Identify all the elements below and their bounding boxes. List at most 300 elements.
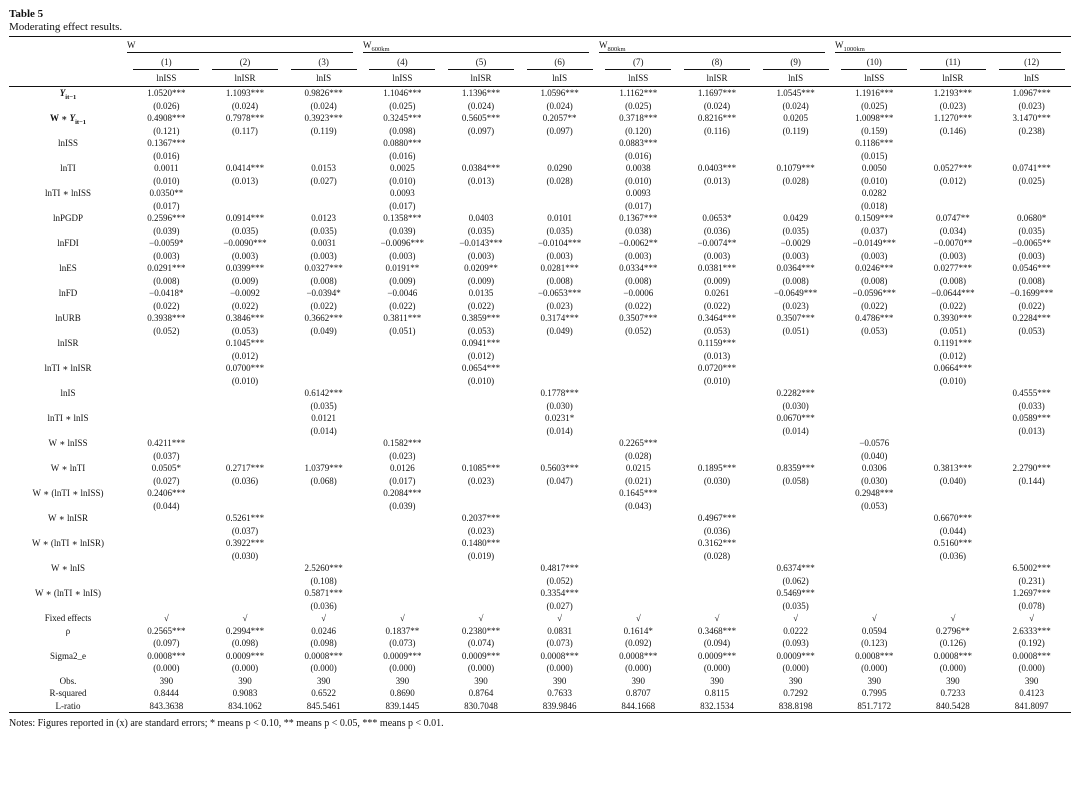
standard-error-cell [520,500,599,513]
table-cell: 844.1668 [599,700,678,713]
standard-error-cell [127,575,206,588]
table-cell: 1.1162*** [619,88,658,98]
standard-error-cell: (0.126) [939,638,967,648]
table-cell: √ [242,613,248,623]
table-cell: 0.0231* [545,413,575,423]
standard-error-cell [520,200,599,213]
group-label-subscript: 600km [371,46,390,54]
standard-error-cell [284,375,363,388]
standard-error-cell: (0.023) [467,475,495,486]
standard-error-cell: (0.003) [467,250,495,261]
table-cell: 0.0050 [861,163,887,173]
standard-error-cell: (0.024) [546,100,573,111]
table-row [9,262,1071,275]
table-cell [678,587,757,600]
table-cell: 1.1697*** [697,88,737,98]
group-label: W [834,40,844,51]
table-cell [363,562,442,575]
table-cell: 0.2265*** [619,438,658,448]
standard-error-cell: (0.053) [703,325,731,336]
dependent-variable: lnISS [599,70,678,87]
table-cell: 0.0031 [311,238,337,248]
table-cell: 390 [631,675,646,686]
standard-error-cell: (0.040) [939,475,967,486]
standard-error-cell [206,150,285,163]
standard-error-cell [520,150,599,163]
table-body [9,37,1071,713]
standard-error-cell [363,425,442,438]
standard-error-cell: (0.068) [310,475,337,486]
table-cell [599,412,678,425]
table-cell [914,562,993,575]
standard-error-cell [992,200,1071,213]
standard-error-row [9,325,1071,338]
standard-error-cell [599,575,678,588]
standard-error-cell: (0.030) [861,475,888,486]
table-cell: 0.3354*** [540,588,579,598]
standard-error-cell [756,200,835,213]
standard-error-cell [520,450,599,463]
table-cell: 0.3507*** [619,313,658,323]
dependent-variable: lnIS [284,70,363,87]
column-number: (11) [914,53,993,70]
row-label: W ∗ (lnTI ∗ lnISR) [31,538,105,548]
table-cell: 0.0741*** [1012,163,1051,173]
standard-error-cell [520,375,599,388]
column-number: (2) [206,53,285,70]
table-cell: 0.0008*** [540,650,579,661]
table-row [9,587,1071,600]
table-row [9,625,1071,638]
table-cell: 0.9083 [232,688,258,698]
table-cell [678,437,757,450]
table-cell [835,337,914,350]
table-row [9,337,1071,350]
standard-error-cell [835,350,914,363]
table-cell: 2.6333*** [1012,625,1051,636]
standard-error-cell: (0.035) [231,225,259,236]
table-cell: 1.0545*** [776,88,815,98]
table-row [9,612,1071,625]
table-cell: 3.1470*** [1012,113,1051,123]
table-cell: 390 [552,675,567,686]
standard-error-row [9,300,1071,313]
standard-error-cell: (0.108) [310,575,337,586]
standard-error-cell: (0.008) [153,275,180,286]
standard-error-cell: (0.023) [467,525,495,536]
table-cell: √ [871,613,877,623]
table-cell: 0.0009*** [697,650,737,661]
standard-error-cell: (0.012) [939,175,967,186]
table-cell: 0.0008*** [855,650,894,661]
standard-error-row [9,375,1071,388]
standard-error-cell: (0.030) [231,550,259,561]
table-cell: 0.0700*** [225,363,265,373]
standard-error-cell: (0.036) [231,475,259,486]
standard-error-cell: (0.051) [389,325,416,336]
standard-error-cell: (0.058) [782,475,809,486]
standard-error-cell [992,450,1071,463]
row-label: lnURB [55,313,81,323]
table-title: Table 5 [9,8,44,20]
standard-error-cell: (0.036) [939,550,967,561]
standard-error-cell [206,575,285,588]
table-row [9,387,1071,400]
table-cell: 0.3811*** [383,313,422,323]
standard-error-cell [127,600,206,613]
table-row [9,312,1071,325]
table-cell: −0.0644*** [931,288,975,298]
table-cell [442,437,521,450]
table-cell: 1.2697*** [1012,588,1051,598]
standard-error-cell: (0.024) [782,100,809,111]
standard-error-cell: (0.038) [625,225,652,236]
standard-error-cell: (0.000) [546,663,573,673]
standard-error-cell: (0.010) [625,175,652,186]
table-cell [127,337,206,350]
standard-error-cell: (0.097) [153,638,180,648]
standard-error-cell [914,200,993,213]
table-cell: −0.0649*** [773,288,818,298]
standard-error-cell: (0.035) [310,225,337,236]
standard-error-cell: (0.017) [153,200,180,211]
table-cell: −0.0059* [149,238,184,248]
table-cell: 0.0429 [783,213,808,223]
table-cell: 0.1509*** [855,213,894,223]
table-cell: 0.0546*** [1012,263,1051,273]
standard-error-cell [363,350,442,363]
table-cell: 0.0009*** [225,650,265,661]
table-cell [599,537,678,550]
row-label: W ∗ lnISS [48,438,88,448]
standard-error-cell [756,150,835,163]
standard-error-cell [206,400,285,413]
table-cell: 0.0720*** [697,363,737,373]
table-cell: 841.8097 [992,700,1071,713]
table-cell: 0.2717*** [225,463,265,473]
table-cell [992,537,1071,550]
standard-error-cell: (0.023) [1018,100,1045,111]
table-cell: 0.3930*** [933,313,973,323]
table-cell [835,587,914,600]
table-cell: 390 [1024,675,1039,686]
table-cell: 390 [395,675,410,686]
table-cell: 0.4123 [1019,688,1044,698]
standard-error-cell [914,400,993,413]
row-label: lnISS [57,138,78,148]
standard-error-cell [599,350,678,363]
standard-error-cell: (0.027) [153,475,180,486]
table-cell: 0.0222 [783,625,808,636]
standard-error-cell: (0.123) [861,638,888,648]
row-label: lnIS [60,388,76,398]
table-cell: 0.3922*** [225,538,265,548]
table-cell: 1.0379*** [304,463,343,473]
standard-error-cell [206,600,285,613]
standard-error-cell: (0.047) [546,475,573,486]
standard-error-cell: (0.000) [467,663,495,673]
table-cell: √ [950,613,956,623]
table-cell: 390 [710,675,724,686]
standard-error-cell: (0.009) [703,275,731,286]
table-cell [678,487,757,500]
standard-error-cell: (0.017) [389,475,416,486]
group-header-row [9,37,1071,54]
standard-error-cell: (0.037) [231,525,259,536]
table-cell: 0.8764 [468,688,494,698]
standard-error-cell [127,425,206,438]
standard-error-cell: (0.051) [782,325,809,336]
standard-error-cell [284,450,363,463]
standard-error-cell: (0.146) [939,125,967,136]
standard-error-cell [599,525,678,538]
standard-error-row [9,200,1071,213]
standard-error-row [9,400,1071,413]
table-cell [599,337,678,350]
row-label: R-squared [49,688,87,698]
standard-error-cell: (0.022) [310,300,337,311]
standard-error-cell [284,525,363,538]
table-row [9,462,1071,475]
table-cell [835,387,914,400]
standard-error-cell: (0.238) [1018,125,1045,136]
table-cell: 0.0215 [625,463,651,473]
table-cell: 0.1645*** [619,488,658,498]
table-cell: 0.3507*** [776,313,815,323]
standard-error-cell: (0.008) [939,275,967,286]
row-label: lnTI ∗ lnIS [47,413,89,423]
standard-error-cell [442,200,521,213]
table-cell: 1.1093*** [225,88,265,98]
table-cell [442,487,521,500]
table-cell: 0.0261 [704,288,730,298]
table-cell [284,137,363,150]
table-cell: 0.0505* [151,463,181,473]
standard-error-cell: (0.023) [782,300,809,311]
standard-error-cell: (0.192) [1018,638,1045,648]
standard-error-cell: (0.035) [782,225,809,236]
dependent-variable: lnISS [363,70,442,87]
table-cell [520,187,599,200]
standard-error-row [9,125,1071,138]
table-row [9,562,1071,575]
table-cell: 0.5469*** [776,588,815,598]
row-label: W ∗ lnTI [50,463,86,473]
row-label: W ∗ lnIS [51,563,85,573]
standard-error-cell: (0.053) [467,325,495,336]
standard-error-cell: (0.121) [153,125,180,136]
standard-error-cell [442,600,521,613]
table-cell: 830.7048 [442,700,521,713]
standard-error-cell [127,375,206,388]
standard-error-cell [914,150,993,163]
standard-error-cell [835,550,914,563]
standard-error-cell: (0.008) [861,275,888,286]
table-cell: 0.0246 [311,625,337,636]
standard-error-cell: (0.003) [310,250,337,261]
standard-error-cell: (0.000) [310,663,337,673]
table-cell: 0.3859*** [461,313,501,323]
table-cell [284,437,363,450]
table-cell: √ [1029,613,1035,623]
row-label: lnTI [60,163,76,173]
standard-error-cell: (0.036) [703,225,731,236]
group-header [363,37,599,54]
column-number-row [9,53,1071,70]
table-cell [756,362,835,375]
table-cell [992,187,1071,200]
table-cell: 0.3813*** [933,463,973,473]
column-number: (4) [363,53,442,70]
standard-error-cell [914,425,993,438]
standard-error-cell: (0.053) [861,500,888,511]
standard-error-cell [127,525,206,538]
standard-error-cell: (0.097) [467,125,495,136]
standard-error-cell [835,575,914,588]
standard-error-cell: (0.003) [546,250,573,261]
standard-error-cell: (0.017) [625,200,652,211]
row-label: W ∗ (lnTI ∗ lnIS) [34,588,102,598]
standard-error-cell: (0.013) [703,350,731,361]
table-cell: 0.0011 [154,163,179,173]
table-cell: 1.0596*** [540,88,579,98]
standard-error-row [9,500,1071,513]
standard-error-cell [363,400,442,413]
standard-error-cell: (0.030) [546,400,573,411]
table-cell: 0.0653* [702,213,732,223]
standard-error-cell [992,150,1071,163]
standard-error-row [9,100,1071,113]
table-cell: 0.1895*** [697,463,737,473]
standard-error-cell: (0.013) [467,175,495,186]
dependent-variable: lnIS [520,70,599,87]
standard-error-row [9,275,1071,288]
table-cell: 0.0883*** [619,138,658,148]
table-cell [992,487,1071,500]
standard-error-cell: (0.024) [231,100,259,111]
standard-error-cell [678,150,757,163]
table-cell: 0.0680* [1017,213,1047,223]
table-cell: 0.0747** [936,213,970,223]
standard-error-cell: (0.093) [782,638,809,648]
standard-error-cell: (0.097) [546,125,573,136]
table-cell [599,587,678,600]
table-cell: 0.0123 [311,213,337,223]
table-cell: 0.1367*** [619,213,658,223]
standard-error-cell: (0.026) [153,100,180,111]
table-row [9,287,1071,300]
standard-error-cell: (0.039) [389,500,416,511]
table-cell: 0.3846*** [225,313,265,323]
standard-error-cell: (0.016) [625,150,652,161]
row-label: lnPGDP [52,213,83,223]
table-cell [363,412,442,425]
table-cell [363,537,442,550]
standard-error-cell: (0.013) [231,175,259,186]
table-cell: 0.0205 [783,113,808,123]
table-cell: 0.3464*** [697,313,737,323]
standard-error-cell [756,375,835,388]
group-label-subscript: 1000km [843,46,865,54]
standard-error-cell [284,550,363,563]
table-cell: √ [163,613,169,623]
standard-error-cell: (0.024) [703,100,731,111]
table-cell: 0.2565*** [147,625,186,636]
table-cell [914,137,993,150]
row-label: W ∗ (lnTI ∗ lnISS) [32,488,104,498]
standard-error-cell [835,425,914,438]
group-header [599,37,835,54]
standard-error-cell [442,425,521,438]
table-cell: −0.0096*** [380,238,424,248]
table-cell: 832.1534 [678,700,757,713]
standard-error-cell: (0.062) [782,575,809,586]
table-cell: 843.3638 [127,700,206,713]
standard-error-cell: (0.035) [467,225,495,236]
table-cell: 0.0831 [547,625,573,636]
row-label: Obs. [59,675,77,686]
standard-error-cell: (0.053) [1018,325,1045,336]
table-cell: 0.0664*** [933,363,973,373]
table-cell [992,437,1071,450]
table-cell [678,412,757,425]
standard-error-cell [520,350,599,363]
table-cell: 0.7292 [783,688,808,698]
table-cell: 845.5461 [284,700,363,713]
table-cell: 0.1045*** [225,338,265,348]
group-header [127,37,363,54]
table-cell [756,187,835,200]
table-cell: −0.0006 [623,288,654,298]
standard-error-cell: (0.008) [782,275,809,286]
table-cell: −0.0065** [1012,238,1052,248]
standard-error-cell [363,600,442,613]
table-cell [756,137,835,150]
table-cell: −0.0092 [230,288,260,298]
table-cell: 0.2057** [542,113,577,123]
table-cell [284,337,363,350]
standard-error-cell [442,575,521,588]
table-cell [599,387,678,400]
standard-error-row [9,175,1071,188]
table-cell: 390 [159,675,174,686]
table-cell: 0.1191*** [933,338,972,348]
column-number: (8) [678,53,757,70]
table-cell: 0.2380*** [461,625,501,636]
table-cell: 0.0277*** [933,263,973,273]
table-cell: 1.0098*** [855,113,894,123]
table-cell [442,412,521,425]
table-subtitle: Moderating effect results. [9,21,123,33]
table-cell: 0.4967*** [697,513,737,523]
standard-error-cell: (0.024) [467,100,495,111]
table-cell: 0.4211*** [147,438,186,448]
table-cell: 0.0009*** [383,650,422,661]
table-cell: −0.0418* [149,288,184,298]
standard-error-cell: (0.000) [153,663,180,673]
table-cell: 0.8444 [153,688,179,698]
dependent-variable: lnIS [992,70,1071,87]
table-cell: 0.0291*** [147,263,186,273]
table-cell [914,187,993,200]
table-cell: −0.0104*** [537,238,582,248]
table-cell: 0.0281*** [540,263,579,273]
standard-error-cell [206,500,285,513]
standard-error-cell [442,450,521,463]
standard-error-cell: (0.023) [546,300,573,311]
standard-error-cell: (0.000) [1018,663,1045,673]
table-cell: 0.0008*** [304,650,343,661]
